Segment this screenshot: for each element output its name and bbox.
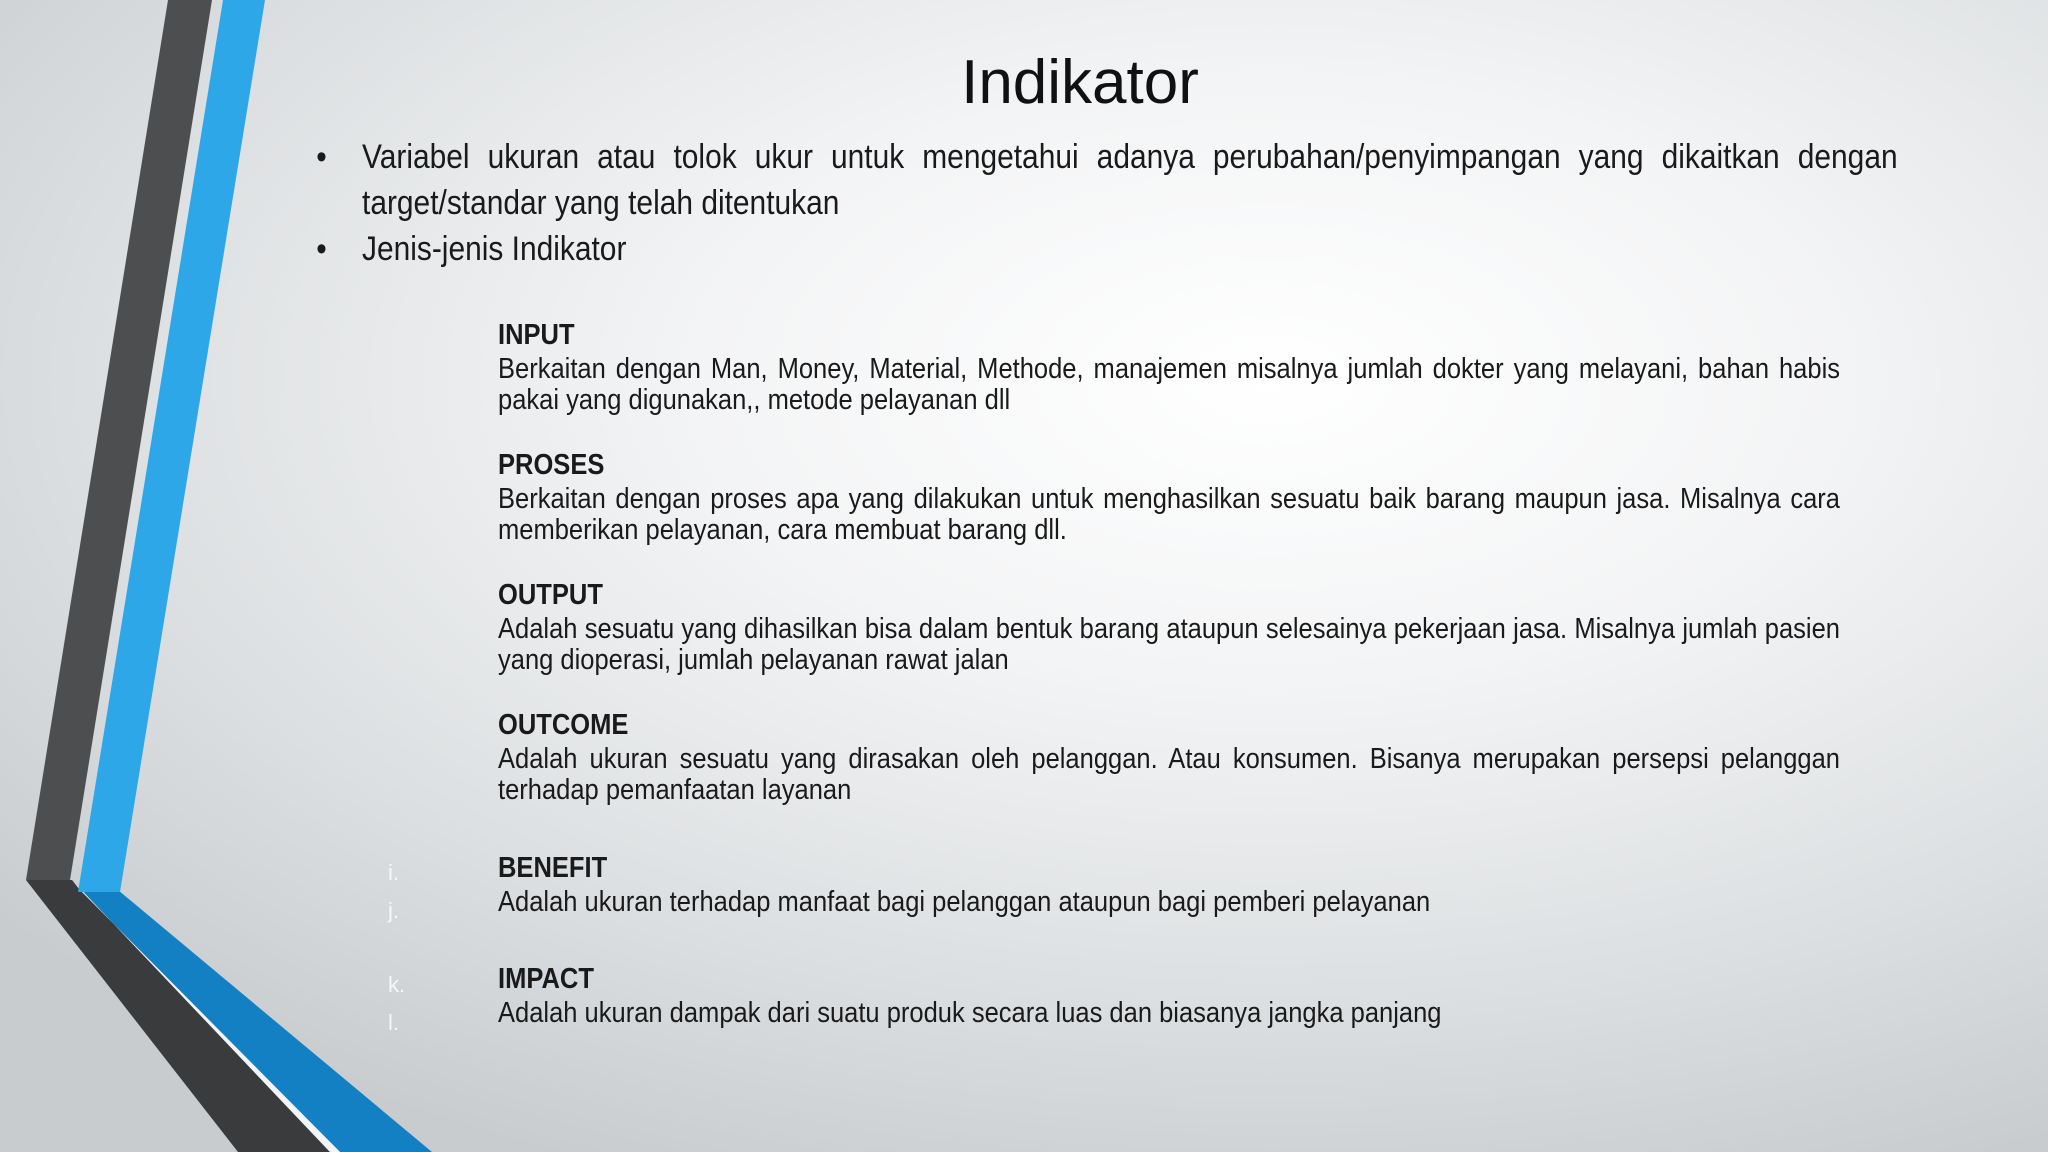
bullet-list [362,134,1898,272]
indicator-title: INPUT [498,319,575,351]
indicator-description: Adalah ukuran dampak dari suatu produk secara luas dan biasanya jangka panjang [498,997,1442,1029]
indicator-description: Adalah ukuran sesuatu yang dirasakan oleh pelanggan. Atau konsumen. Bisanya merupakan persepsi pelanggan terhadap pemanfaatan layanan [498,743,1840,806]
indicator-proses [498,446,1840,546]
indicator-title: OUTCOME [498,709,629,741]
indicator-title: BENEFIT [498,852,608,884]
indicator-input [498,316,1840,416]
faint-marker-i: i. [388,860,399,885]
slide-title: Indikator [961,48,1199,117]
indicator-outcome [498,706,1840,806]
indicator-description: Berkaitan dengan Man, Money, Material, Methode, manajemen misalnya jumlah dokter yang melayani, bahan habis pakai yang digunakan,, metode pelayanan dll [498,353,1840,416]
indicator-description: Adalah sesuatu yang dihasilkan bisa dalam bentuk barang ataupun selesainya pekerjaan jasa. Misalnya jumlah pasien yang dioperasi, jumlah pelayanan rawat jalan [498,613,1840,676]
faint-marker-l: l. [388,1010,399,1035]
indicator-title: IMPACT [498,963,594,995]
indicator-output [498,576,1840,676]
bullet-types: • Jenis-jenis Indikator [362,226,1898,272]
dark-stripe-lower [26,880,330,1152]
indicator-title: PROSES [498,449,605,481]
indicator-impact [498,960,1840,1029]
indicator-description: Berkaitan dengan proses apa yang dilakukan untuk menghasilkan sesuatu baik barang maupun jasa. Misalnya cara memberikan pelayanan, cara membuat barang dll. [498,483,1840,546]
bullet-definition: • Variabel ukuran atau tolok ukur untuk mengetahui adanya perubahan/penyimpangan yang dikaitkan dengan target/standar yang telah ditentukan [362,134,1898,226]
indicator-description: Adalah ukuran terhadap manfaat bagi pelanggan ataupun bagi pemberi pelayanan [498,886,1431,918]
indicator-benefit [498,849,1840,918]
faint-marker-k: k. [388,972,406,997]
indicator-title: OUTPUT [498,579,603,611]
faint-marker-j: j. [388,898,399,923]
